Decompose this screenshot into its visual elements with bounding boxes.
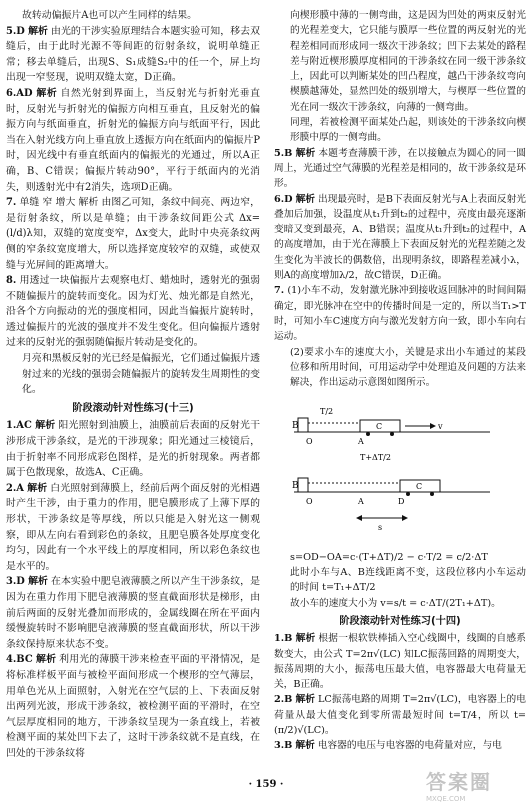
answer-entry: [274, 738, 526, 753]
page-number: · 159 ·: [248, 779, 284, 790]
answer-number: 1.AC: [6, 420, 32, 432]
answer-number: 7.: [274, 285, 285, 297]
analysis-keyword: 解析: [295, 193, 315, 205]
diagram-label-v: v: [438, 422, 443, 432]
answer-number: 3.B: [274, 740, 293, 752]
analysis-keyword: 解析: [27, 482, 48, 494]
answer-text: 此时小车与A、B连线距离不变，这段位移内小车运动的时间 t=T₁+ΔT/2: [290, 567, 526, 594]
answer-entry: [6, 24, 260, 86]
answer-text: 本题考查薄膜干涉，在以接触点为圆心的同一圆周上，光通过空气薄膜的光程差是相同的，故干涉条纹是环形。: [274, 147, 526, 190]
answer-text: 利用光的薄膜干涉来检查平面的平滑情况，是将标准样板平面与被检平面间形成一个楔形的空气薄层，用单色光从上面照射，入射光在空气层的上、下表面反射出两列光波，形成干涉条纹，被检测平面的平滑时，在空气层厚度相同的地方，干涉条纹呈现为一条直线上，若被检测平面的某处凹下去了，这时干涉条纹就不是直线，在凹处的干涉条纹将: [6, 654, 260, 759]
watermark: [426, 766, 526, 803]
answer-entry: [274, 146, 526, 192]
answer-text: 阳光照射到油膜上，油膜前后表面的反射光干涉形成干涉条纹，是光的干涉现象；阳光通过三棱镜后，由于折射率不同形成彩色图样，是光的折射现象。两者都属于色散现象，故选A、C正确。: [6, 420, 260, 479]
left-column: [6, 8, 260, 762]
answer-text: 月亮和黑板反射的光已经是偏振光，它们通过偏振片透射过来的光线的强弱会随偏振片的旋转发生周期性的变化。: [22, 353, 260, 396]
answer-entry: [6, 574, 260, 652]
answer-continuation: [6, 351, 260, 398]
answer-entry: [6, 652, 260, 761]
answer-number: 5.D: [6, 25, 25, 37]
answer-entry: [274, 692, 526, 738]
answer-continuation: [274, 550, 526, 565]
answer-text: s=OD−OA=c·(T+ΔT)/2 − c·T/2 = c/2·ΔT: [290, 551, 488, 563]
answer-continuation: [274, 115, 526, 146]
answer-entry: [274, 192, 526, 284]
diagram-label-a: A: [358, 437, 364, 447]
diagram-label-b: B: [292, 421, 299, 432]
diagram-label-o: O: [306, 437, 313, 447]
answer-text: 白光照射到薄膜上，经前后两个面反射的光相遇时产生干涉，由于重力的作用，肥皂膜形成了上薄下厚的形状，干涉条纹是等厚线，所以只能是入射光这一侧观察，即从左向右看到彩色的条纹，且肥皂膜各处厚度变化均匀，因此有一个水平线上的厚度相同，所以彩色条纹也是水平的。: [6, 482, 260, 572]
diagram-label-d: D: [398, 497, 405, 507]
answer-number: 4.BC: [6, 654, 33, 666]
diagram-label-interval: T+ΔT/2: [360, 453, 391, 463]
right-column: [274, 8, 526, 754]
answer-text: 自然光射到界面上，当反射光与折射光垂直时，反射光与折射光的偏振方向相互垂直，且反射光的偏振方向与纸面垂直，折射光的偏振方向与纸面平行，因此当在入射光线方向上垂直放上透振方向在纸面内的偏振片P时，因光线中有垂直纸面内的偏振光的光通过，所以A正确，B、C错误；偏振片转动90°，平行于纸面内的光消失，则透射光中有2消失，选项D正确。: [6, 87, 260, 193]
diagram-label-s: s: [378, 523, 383, 533]
diagram-label-c: C: [376, 422, 383, 432]
diagram-label-c2: C: [416, 482, 423, 492]
answer-text: 电容器的电压与电容器的电荷量对应，与电: [317, 740, 502, 752]
analysis-keyword: 解析: [295, 633, 316, 645]
analysis-keyword: 解析: [35, 420, 56, 432]
diagram-label-a2: A: [358, 497, 364, 507]
answer-number: 8.: [6, 275, 17, 287]
analysis-keyword: 解析: [36, 87, 58, 99]
answer-number: 7.: [6, 197, 17, 209]
answer-number: 2.B: [274, 694, 293, 706]
diagram-label-half-t: T/2: [320, 407, 334, 417]
answer-number: 3.D: [6, 576, 25, 588]
diagram-label-o2: O: [306, 497, 313, 507]
answer-text: 由光的干涉实验原理结合本题实验可知，移去双缝后，由于此时光源不等间距的衍射条纹，说明单缝正常；移去单缝后，出现S、S₁成缝S₂中的任一个，屏上均出现一窄竖现，说明双缝太宽，D正确。: [6, 25, 260, 84]
watermark-main: 答案圈: [426, 770, 492, 794]
answer-text: 同理，若被检测平面某处凸起，则该处的干涉条纹向楔形膜中厚的一侧弯曲。: [290, 117, 526, 144]
section-title: 阶段滚动针对性练习(十三): [72, 402, 194, 414]
analysis-keyword: 解析: [295, 740, 315, 752]
answer-text: 根据一根软铁棒插入空心线圈中，线圈的自感系数变大，由公式 T=2π√(LC) 知LC振荡回路的周期变大，振荡周期的大小，振荡电压最大值，电容器最大电荷量无关，B正确。: [274, 633, 526, 691]
answer-text: LC振荡电路的周期 T=2π√(LC)，电容器上的电荷量从最大值变化到零所需最短时间 t=T/4，所以 t=(π/2)√(LC)。: [274, 694, 526, 736]
answer-entry: [274, 631, 526, 692]
analysis-keyword: 解析: [28, 576, 49, 588]
answer-text: 故转动偏振片A也可以产生同样的结果。: [22, 10, 198, 21]
answer-entry: [6, 481, 260, 575]
answer-number: 2.A: [6, 482, 24, 494]
diagram-label-b2: B: [292, 481, 299, 492]
motion-diagram: [290, 392, 510, 542]
answer-text: (2)要求小车的速度大小，关键是求出小车通过的某段位移和所用时间，可用运动学中处理追及问题的方法来解决，作出运动示意图如图所示。: [290, 346, 526, 389]
answer-text: 向楔形膜中薄的一侧弯曲，这是因为凹处的两束反射光的光程差变大，它只能与膜厚一些位置的两反射光的光程差相同而形成同一级次干涉条纹；凹下去某处的路程差与附近楔形膜厚度相同的干涉条纹在同一级干涉条纹上，因此可以判断某处的凹凸程度，越凸干涉条纹弯向楔膜越薄处，显然凹处的级别增大，与楔厚一些位置的光在同一级次干涉条纹，向薄的一侧弯曲。: [290, 10, 526, 113]
answer-number: 1.B: [274, 633, 293, 645]
analysis-keyword: 解析: [36, 654, 57, 666]
answer-entry: [6, 86, 260, 195]
answer-text: 单缝 窄 增大 解析 由图乙可知，条纹中间亮、两边窄，是衍射条纹，所以是单缝；由干涉条纹间距公式 Δx=(l/d)λ知，双缝的宽度变窄，Δx变大，此时中央亮条纹两侧的窄条纹宽度增大，所以选择宽度较窄的双缝，或使双缝与光屏间的距离增大。: [6, 197, 260, 271]
answer-continuation: [274, 596, 526, 611]
answer-text: (1)小车不动，发射激光脉冲到接收返回脉冲的时间间隔确定，即光脉冲在空中的传播时间是一定的，所以当T₁>T时，可知小车C速度方向与激光发射方向一致，即小车向右运动。: [274, 285, 526, 343]
answer-text: 出现最亮时，是B下表面反射光与A上表面反射光叠加后加强，设温度从t₁升到t₂的过程中，亮度由最亮逐渐变暗又变到最亮，A、B错误；温度从t₁升到t₂的过程中，A的高度增加，由于光在薄膜上下表面反射光的光程差随之发生变化为半波长的偶数倍，出现明条纹，即路程差减小λ，则A的高度增加λ/2，故C错误，D正确。: [274, 193, 526, 282]
analysis-keyword: 解析: [295, 147, 316, 159]
answer-entry: [6, 418, 260, 480]
answer-continuation: [274, 565, 526, 596]
analysis-keyword: 解析: [28, 25, 49, 37]
watermark-sub: MXQE.COM: [426, 795, 466, 803]
answer-number: 5.B: [274, 147, 293, 159]
answer-text: 用透过一块偏振片去观察电灯、蜡烛时，透射光的强弱不随偏振片的旋转而变化。因为灯光、烛光都是自然光，沿各个方向振动的光的强度相同，因此当偏振片旋转时，透过偏振片的光波的强度并不发生变化。但向偏振片透射过来的反射光的强弱随偏振片转动是变化的。: [6, 275, 260, 349]
answer-number: 6.AD: [6, 87, 33, 99]
answer-entry: [6, 195, 260, 273]
answer-continuation: [274, 8, 526, 115]
answer-continuation: [274, 345, 526, 391]
answer-number: 6.D: [274, 193, 293, 205]
answer-entry: [6, 273, 260, 351]
answer-continuation: [6, 8, 260, 24]
answer-text: 在本实验中肥皂液薄膜之所以产生干涉条纹，是因为在重力作用下肥皂液薄膜的竖直截面形状是梯形，由前后两面的反射光叠加而形成的，金属线圈在所在平面内缓慢旋转时不影响肥皂液薄膜的竖直截面形状，所以干涉条纹保持原来状态不变。: [6, 576, 260, 650]
section-title: 阶段滚动针对性练习(十四): [339, 615, 461, 627]
answer-entry: [274, 283, 526, 344]
answer-text: 故小车的速度大小为 v=s/t = c·ΔT/(2T₁+ΔT)。: [290, 597, 501, 609]
analysis-keyword: 解析: [295, 694, 315, 706]
